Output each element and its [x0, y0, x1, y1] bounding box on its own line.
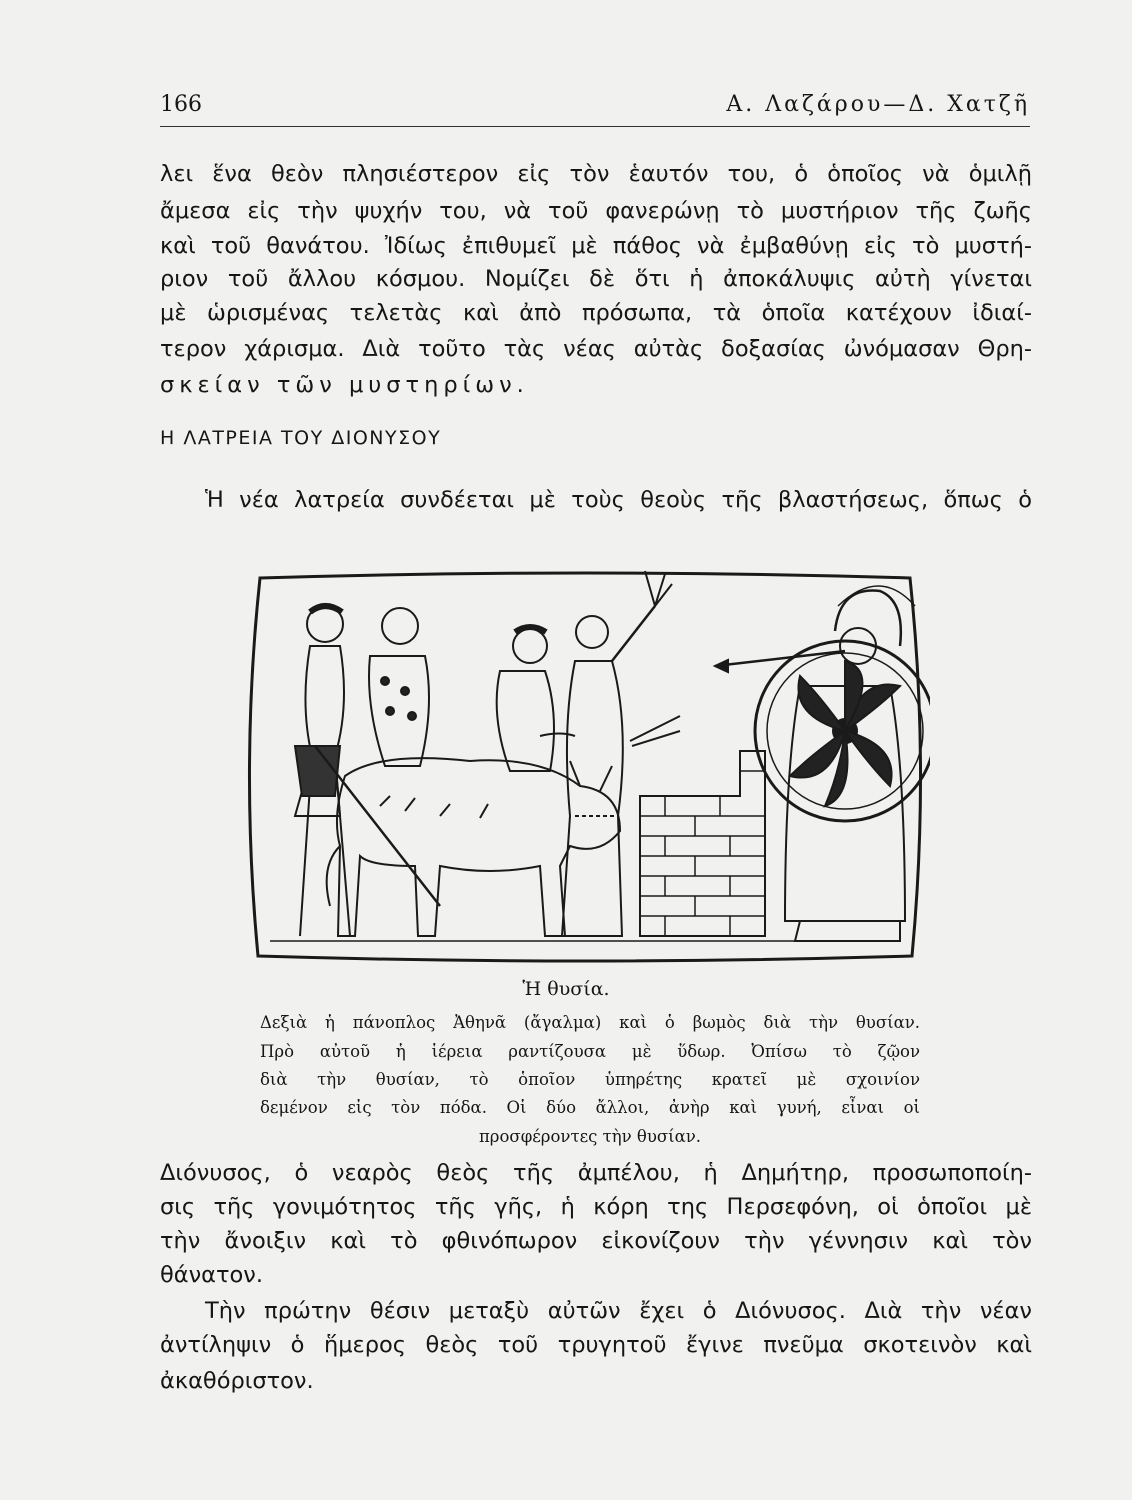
caption-line: διὰ τὴν θυσίαν, τὸ ὁποῖον ὑπηρέτης κρατεῖ μὲ σχοινίον	[260, 1070, 920, 1089]
paragraph-line: τὴν ἄνοιξιν καὶ τὸ φθινόπωρον εἰκονίζουν τὴν γέννησιν καὶ τὸν	[160, 1228, 1032, 1254]
paragraph-line: τερον χάρισμα. Διὰ τοῦτο τὰς νέας αὐτὰς δοξασίας ὠνόμασαν Θρη-	[160, 336, 1032, 362]
paragraph-line: ἀντίληψιν ὁ ἥμερος θεὸς τοῦ τρυγητοῦ ἔγινε πνεῦμα σκοτεινὸν καὶ	[160, 1332, 1032, 1358]
priestess-figure	[562, 571, 680, 936]
paragraph-line: ἄμεσα εἰς τὴν ψυχήν του, νὰ τοῦ φανερώνῃ τὸ μυστήριον τῆς ζωῆς	[160, 198, 1032, 224]
caption-line: δεμένον εἰς τὸν πόδα. Οἱ δύο ἄλλοι, ἀνὴρ καὶ γυνή, εἶναι οἱ	[260, 1098, 920, 1117]
paragraph-line: ριον τοῦ ἄλλου κόσμου. Νομίζει δὲ ὅτι ἡ ἀποκάλυψις αὐτὴ γίνεται	[160, 266, 1032, 292]
paragraph-line: καὶ τοῦ θανάτου. Ἰδίως ἐπιθυμεῖ μὲ πάθος νὰ ἐμβαθύνῃ εἰς τὸ μυστή-	[160, 233, 1032, 259]
section-heading: Η ΛΑΤΡΕΙΑ ΤΟΥ ΔΙΟΝΥΣΟΥ	[160, 427, 442, 449]
paragraph-line: σκείαν τῶν μυστηρίων.	[160, 372, 529, 398]
athena-statue	[715, 586, 930, 941]
paragraph-line: θάνατον.	[160, 1262, 264, 1288]
paragraph-line: λει ἕνα θεὸν πλησιέστερον εἰς τὸν ἑαυτόν του, ὁ ὁποῖος νὰ ὁμιλῇ	[160, 161, 1032, 187]
bull-figure	[327, 758, 620, 936]
altar-figure	[640, 751, 765, 936]
paragraph-line: Τὴν πρώτην θέσιν μεταξὺ αὐτῶν ἔχει ὁ Διόνυσος. Διὰ τὴν νέαν	[205, 1298, 1032, 1324]
paragraph-line: μὲ ὡρισμένας τελετὰς καὶ ἀπὸ πρόσωπα, τὰ ὁποῖα κατέχουν ἰδιαί-	[160, 300, 1032, 326]
caption-line: Δεξιὰ ἡ πάνοπλος Ἀθηνᾶ (ἄγαλμα) καὶ ὁ βωμὸς διὰ τὴν θυσίαν.	[260, 1013, 920, 1032]
header-rule	[160, 126, 1030, 127]
caption-line: Πρὸ αὐτοῦ ἡ ἱέρεια ραντίζουσα μὲ ὕδωρ. Ὀπίσω τὸ ζῷον	[260, 1042, 920, 1061]
caption-line: προσφέροντες τὴν θυσίαν.	[478, 1127, 702, 1146]
running-head: Α. Λαζάρου—Δ. Χατζῆ	[726, 92, 1030, 117]
section-first-line: Ἡ νέα λατρεία συνδέεται μὲ τοὺς θεοὺς τῆς βλαστήσεως, ὅπως ὁ	[205, 487, 1032, 513]
paragraph-line: σις τῆς γονιμότητος τῆς γῆς, ἡ κόρη της Περσεφόνη, οἱ ὁποῖοι μὲ	[160, 1194, 1032, 1220]
paragraph-line: Διόνυσος, ὁ νεαρὸς θεὸς τῆς ἀμπέλου, ἡ Δημήτηρ, προσωποποίη-	[160, 1160, 1032, 1186]
sacrifice-illustration	[240, 566, 930, 966]
offerer-figures	[369, 608, 575, 771]
paragraph-line: ἀκαθόριστον.	[160, 1368, 314, 1394]
figure-title: Ἡ θυσία.	[522, 978, 610, 1000]
page-number: 166	[160, 92, 202, 117]
page-header	[160, 92, 1030, 128]
